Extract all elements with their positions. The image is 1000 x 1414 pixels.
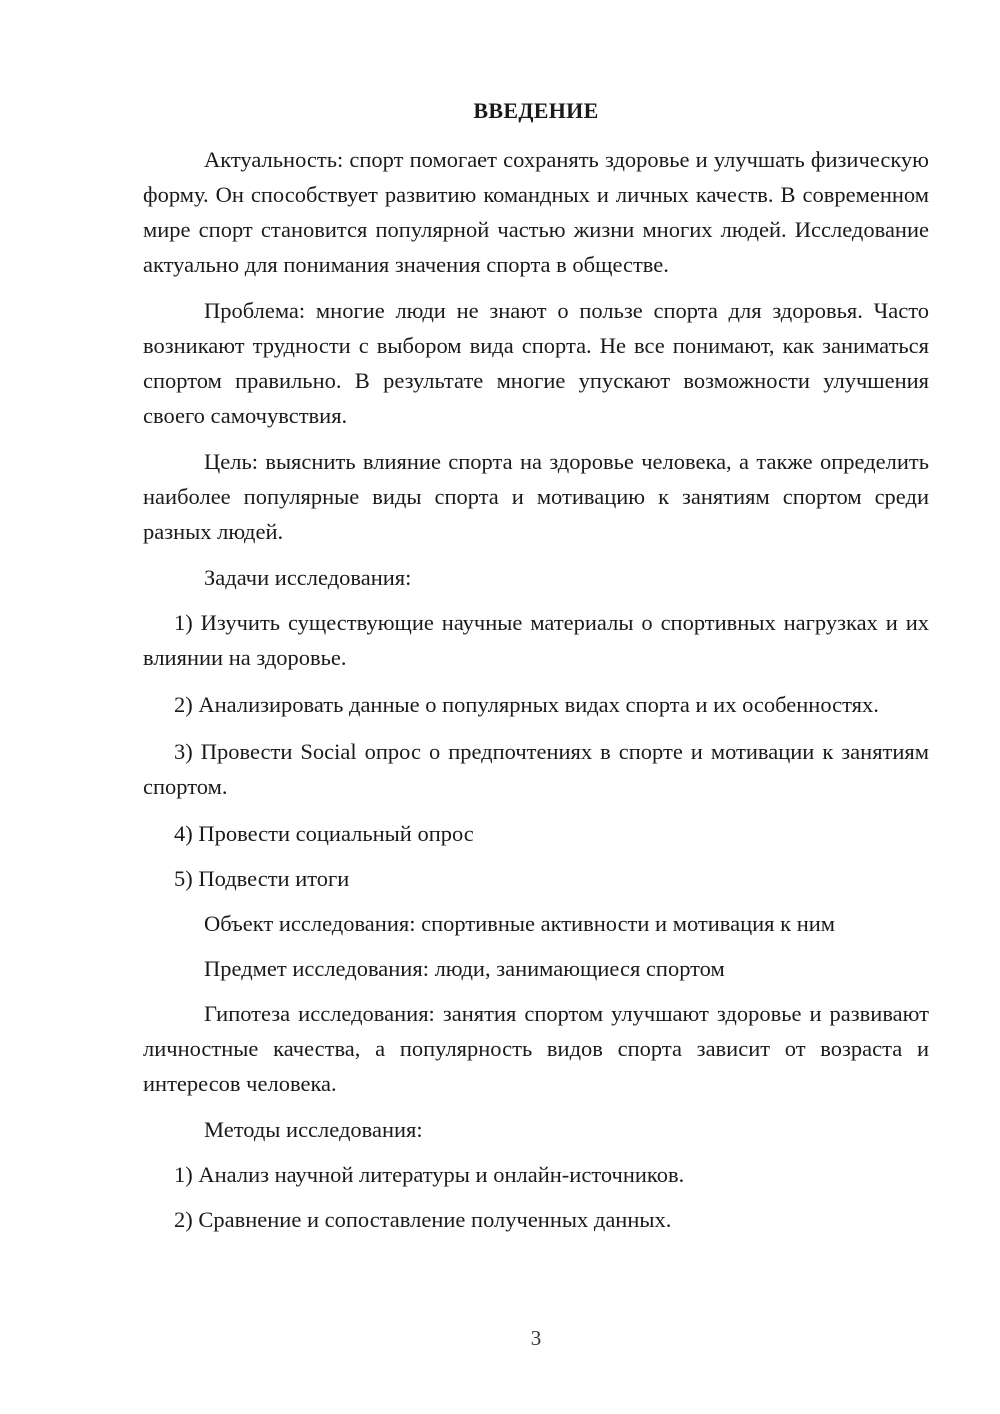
goal-paragraph: Цель: выяснить влияние спорта на здоровье человека, а также определить наиболее популярные виды спорта и мотивацию к занятиям спортом среди разных людей. (143, 449, 929, 544)
task-item-3: 3) Провести Social опрос о предпочтениях в спорте и мотивации к занятиям спортом. (143, 739, 929, 799)
relevance-paragraph: Актуальность: спорт помогает сохранять здоровье и улучшать физическую форму. Он способствует развитию командных и личных качеств. В современном мире спорт становится популярной частью жизни многих людей. Исследование актуально для понимания значения спорта в обществе. (143, 147, 929, 277)
task-item-2: 2) Анализировать данные о популярных видах спорта и их особенностях. (174, 692, 879, 717)
page-number: 3 (530, 1326, 542, 1350)
task-item-1: 1) Изучить существующие научные материалы о спортивных нагрузках и их влиянии на здоровье. (143, 610, 929, 670)
task-item-5: 5) Подвести итоги (174, 866, 350, 891)
problem-paragraph: Проблема: многие люди не знают о пользе спорта для здоровья. Часто возникают трудности с выбором вида спорта. Не все понимают, как заниматься спортом правильно. В результате многие упускают возможности улучшения своего самочувствия. (143, 298, 929, 428)
tasks-heading: Задачи исследования: (204, 565, 412, 590)
hypothesis-paragraph: Гипотеза исследования: занятия спортом улучшают здоровье и развивают личностные качества, а популярность видов спорта зависит от возраста и интересов человека. (143, 1001, 929, 1096)
method-item-1: 1) Анализ научной литературы и онлайн-источников. (174, 1162, 685, 1187)
page-title: ВВЕДЕНИЕ (473, 98, 599, 123)
method-item-2: 2) Сравнение и сопоставление полученных данных. (174, 1207, 672, 1232)
subject-line: Предмет исследования: люди, занимающиеся спортом (204, 956, 725, 981)
methods-heading: Методы исследования: (204, 1117, 423, 1142)
task-item-4: 4) Провести социальный опрос (174, 821, 474, 846)
page-body (143, 142, 929, 1247)
object-line: Объект исследования: спортивные активности и мотивация к ним (204, 911, 836, 936)
